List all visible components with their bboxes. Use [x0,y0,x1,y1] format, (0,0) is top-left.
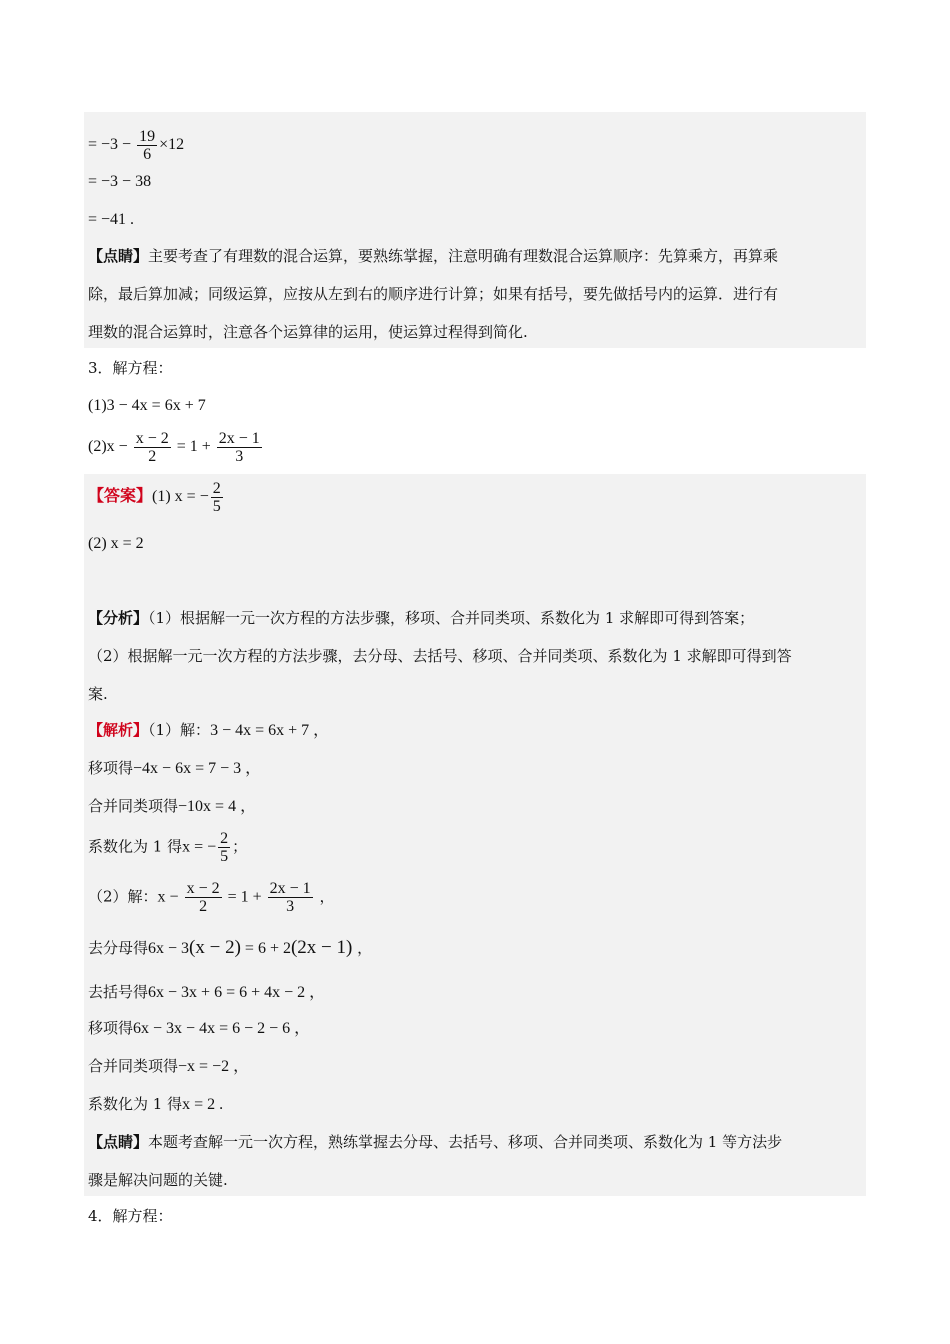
solution-step-1: 【解析】（1）解：3 − 4x = 6x + 7 ， [88,721,330,739]
fraction: $\frac{2}{5}$ [212,480,221,515]
solution-step-6: 去分母得6x − 3(x − 2) = 6 + 2(2x − 1) ， [88,937,373,958]
prev-comment-line-1: 【点睛】主要考查了有理数的混合运算，要熟练掌握，注意明确有理数混合运算顺序：先算乘方，再算乘 [88,247,779,265]
comment-line-1: 【点睛】本题考查解一元一次方程，熟练掌握去分母、去括号、移项、合并同类项、系数化为 1 等方法步 [88,1133,783,1151]
question-3-part-2: (2)x − $\frac{x - 2}{2}$ = 1 + $\frac{2x - 1}{3}$ [88,430,260,465]
analysis-line-3: 案. [88,685,108,703]
solution-tag: 【解析】 [88,721,149,739]
fraction: $\frac{x - 2}{2}$ [135,430,169,465]
fraction: $\frac{2x - 1}{3}$ [269,880,311,915]
solution-step-10: 系数化为 1 得x = 2 . [88,1095,224,1113]
prev-step-3: = −41 . [88,211,135,228]
question-4-title: 4．解方程： [88,1207,173,1225]
fraction: $\frac{2}{5}$ [220,830,229,865]
solution-step-4: 系数化为 1 得x = − $\frac{2}{5}$ ； [88,830,248,865]
fraction: $\frac{19}{6}$ [139,128,156,163]
answer-tag: 【答案】 [88,488,153,506]
solution-step-7: 去括号得6x − 3x + 6 = 6 + 4x − 2 ， [88,983,326,1001]
question-3-title: 3．解方程： [88,359,173,377]
solution-step-3: 合并同类项得−10x = 4 ， [88,797,257,815]
solution-step-9: 合并同类项得−x = −2 ， [88,1057,250,1075]
fraction: $\frac{x - 2}{2}$ [186,880,220,915]
prev-step-2: = −3 − 38 [88,173,152,190]
prev-comment-line-3: 理数的混合运算时，注意各个运算律的运用，使运算过程得到简化. [88,323,528,341]
solution-band-top [84,112,866,348]
analysis-tag: 【分析】 [88,609,149,627]
comment-tag: 【点睛】 [88,1133,149,1151]
comment-tag: 【点睛】 [88,247,149,265]
solution-step-5: （2）解：x − $\frac{x - 2}{2}$ = 1 + $\frac{2x - 1}{3}$ ， [88,880,335,915]
question-3-part-1: (1)3 − 4x = 6x + 7 [88,397,206,414]
answer-part-2: (2) x = 2 [88,535,144,552]
solution-step-8: 移项得6x − 3x − 4x = 6 − 2 − 6 ， [88,1019,311,1037]
analysis-line-2: （2）根据解一元一次方程的方法步骤，去分母、去括号、移项、合并同类项、系数化为 1 求解即可得到答 [88,647,792,665]
prev-comment-line-2: 除，最后算加减；同级运算，应按从左到右的顺序进行计算；如果有括号，要先做括号内的运算．进行有 [88,285,779,303]
answer-part-1: 【答案】(1) x = − $\frac{2}{5}$ [88,480,221,515]
solution-step-2: 移项得−4x − 6x = 7 − 3 ， [88,759,262,777]
analysis-line-1: 【分析】（1）根据解一元一次方程的方法步骤，移项、合并同类项、系数化为 1 求解即可得到答案； [88,609,755,627]
fraction: $\frac{2x - 1}{3}$ [218,430,260,465]
comment-line-2: 骤是解决问题的关键. [88,1171,228,1189]
prev-step-1: = −3 − $\frac{19}{6}$ ×12 [88,128,185,163]
